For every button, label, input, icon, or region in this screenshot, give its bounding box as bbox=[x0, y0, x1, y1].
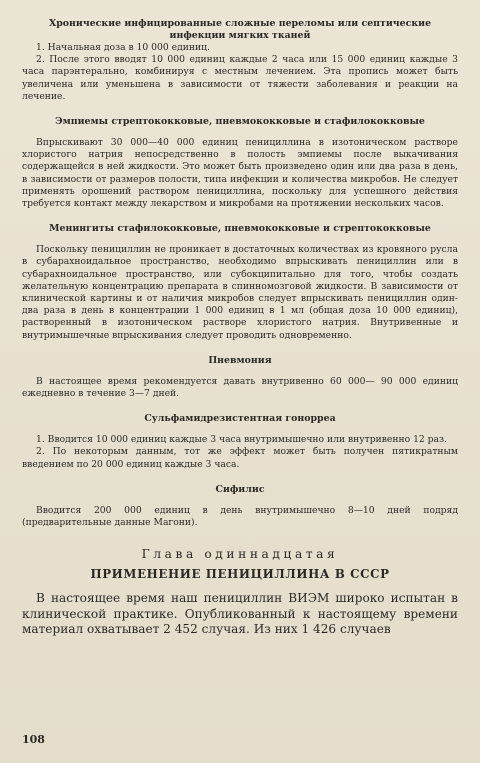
paragraph: 1. Начальная доза в 10 000 единиц. bbox=[36, 42, 210, 53]
paragraph: Вводится 200 000 единиц в день внутримышечно 8—10 дней подряд (предварительные данные Магони). bbox=[22, 504, 458, 529]
paragraph: Впрыскивают 30 000—40 000 единиц пенициллина в изотоническом растворе хлористого натрия непосредственно в полость эмпиемы после выкачивания содержащейся в ней жидкости. Это может быть произведено один или два раза в день, в зависимости от размеров полости, типа инфекции и количества микробов. Не следует применять орошений раствором пенициллина, поскольку для успешного действия требуется контакт между лекарством и микробами на протяжении нескольких часов. bbox=[22, 137, 458, 210]
section-heading-meningitis: Менингиты стафилококковые, пневмококковые и стрептококковые bbox=[49, 223, 431, 235]
paragraph: 2. После этого вводят 10 000 единиц каждые 2 часа или 15 000 единиц каждые 3 часа парэнтерально, комбинируя с местным лечением. Эта пропись может быть увеличена или уменьшена в зависимости от тяжести заболевания и реакции на лечение. bbox=[22, 54, 458, 102]
chapter-paragraph: В настоящее время наш пенициллин ВИЭМ широко испытан в клинической практике. Опубликованный к настоящему времени материал охватывает 2 452 случая. Из них 1 426 случаев bbox=[22, 591, 458, 637]
chapter-title: ПРИМЕНЕНИЕ ПЕНИЦИЛЛИНА В СССР bbox=[90, 567, 390, 582]
section-heading-fractures: Хронические инфицированные сложные переломы или септические инфекции мягких тканей bbox=[48, 18, 432, 41]
section-heading-pneumonia: Пневмония bbox=[208, 354, 272, 366]
chapter-label: Глава одиннадцатая bbox=[141, 547, 339, 562]
paragraph: 1. Вводится 10 000 единиц каждые 3 часа внутримышечно или внутривенно 12 раз. bbox=[36, 434, 447, 446]
paragraph: В настоящее время рекомендуется давать внутривенно 60 000— 90 000 единиц ежедневно в течение 3—7 дней. bbox=[22, 375, 458, 400]
section-heading-gonorrhea: Сульфамидрезистентная гонорреа bbox=[144, 413, 336, 425]
paragraph: Поскольку пенициллин не проникает в достаточных количествах из кровяного русла в субарахноидальное пространство, необходимо впрыскивать пенициллин или в субарахноидальное пространство, или субокципитально для того, чтобы создать желательную концентрацию препарата в спинномозговой жидкости. В зависимости от клинической картины и от наличия микробов следует впрыскивать пенициллин один-два раза в день в концентрации 1 000 единиц в 1 мл (общая доза 10 000 единиц), растворенный в изотоническом растворе хлористого натрия. Внутривенные и внутримышечные впрыскивания следует проводить одновременно. bbox=[22, 244, 458, 341]
section-heading-empyema: Эмпиемы стрептококковые, пневмококковые и стафилококковые bbox=[55, 116, 425, 128]
section-heading-syphilis: Сифилис bbox=[215, 483, 265, 495]
paragraph: 2. По некоторым данным, тот же эффект может быть получен пятикратным введением по 20 000 единиц каждые 3 часа. bbox=[22, 446, 458, 470]
page-number: 108 bbox=[22, 733, 45, 746]
